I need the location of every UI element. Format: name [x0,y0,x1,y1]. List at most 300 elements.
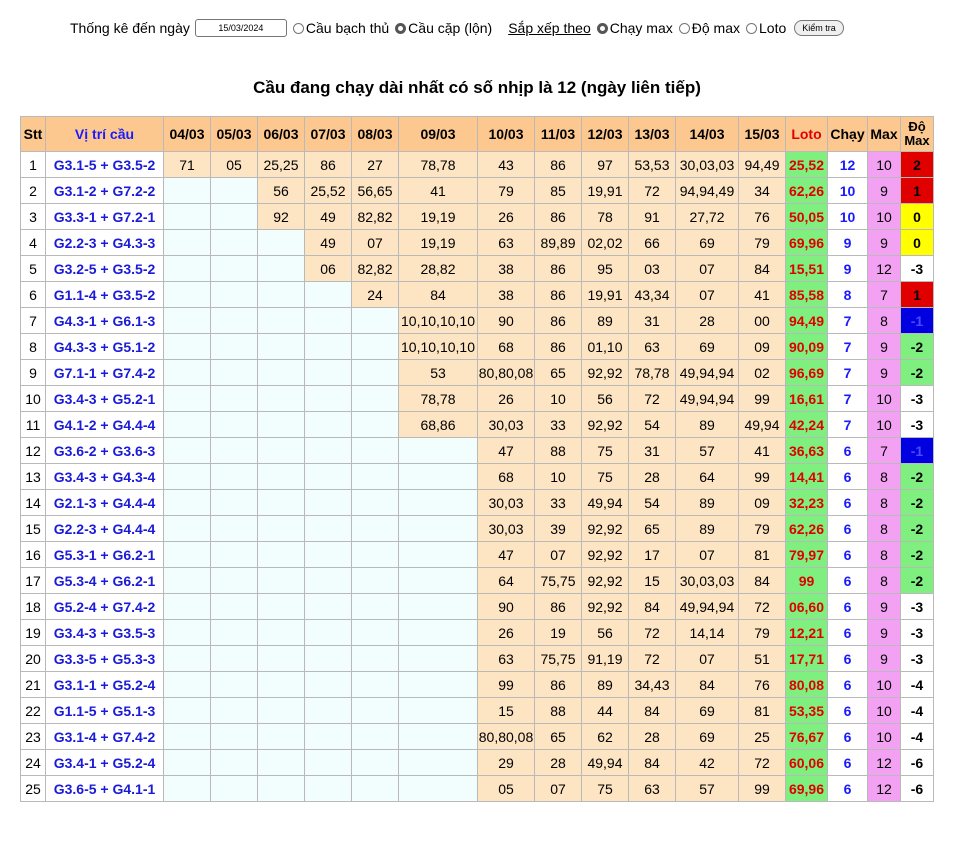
cell-position-link[interactable]: G3.1-4 + G7.4-2 [46,724,164,750]
cell-day: 76 [739,204,786,230]
cell-day: 56 [582,386,629,412]
cell-day: 41 [739,438,786,464]
cell-day: 53,53 [629,152,676,178]
mode-label-cap-lon[interactable]: Cầu cặp (lộn) [408,20,493,36]
cell-day [305,724,352,750]
cell-day [399,724,478,750]
cell-day [352,776,399,802]
cell-day [258,308,305,334]
cell-day: 86 [535,334,582,360]
cell-day [305,516,352,542]
cell-day: 28 [676,308,739,334]
cell-day [258,724,305,750]
page-title: Cầu đang chạy dài nhất có số nhịp là 12 (ngày liên tiếp) [253,78,701,97]
cell-day [211,490,258,516]
cell-do-max: -3 [901,594,934,620]
cell-day [211,438,258,464]
cell-day: 25,25 [258,152,305,178]
cell-do-max: -4 [901,698,934,724]
cell-day: 09 [739,334,786,360]
cell-day: 88 [535,438,582,464]
cell-chay: 6 [828,516,868,542]
cell-loto: 62,26 [786,516,828,542]
cell-day: 31 [629,438,676,464]
cell-do-max: -2 [901,516,934,542]
cell-day: 89,89 [535,230,582,256]
cell-day [352,464,399,490]
cell-day [258,256,305,282]
cell-day: 64 [478,568,535,594]
sort-radio-do-max[interactable] [679,23,690,34]
cell-max: 8 [868,464,901,490]
cell-position-link[interactable]: G3.1-2 + G7.2-2 [46,178,164,204]
cell-position-link[interactable]: G7.1-1 + G7.4-2 [46,360,164,386]
cell-max: 8 [868,568,901,594]
cell-loto: 69,96 [786,230,828,256]
sort-radio-loto[interactable] [746,23,757,34]
cell-stt: 13 [21,464,46,490]
cell-loto: 60,06 [786,750,828,776]
cell-day: 31 [629,308,676,334]
cell-do-max: -3 [901,412,934,438]
cell-day [352,516,399,542]
cell-day [305,490,352,516]
cell-position-link[interactable]: G3.1-5 + G3.5-2 [46,152,164,178]
cell-do-max: -2 [901,490,934,516]
cell-position-link[interactable]: G1.1-5 + G5.1-3 [46,698,164,724]
mode-radio-cap-lon[interactable] [395,23,406,34]
cell-day: 97 [582,152,629,178]
cell-day: 66 [629,230,676,256]
cell-chay: 10 [828,178,868,204]
cell-stt: 12 [21,438,46,464]
cell-day: 07 [352,230,399,256]
cell-day: 15 [478,698,535,724]
cell-chay: 6 [828,464,868,490]
table-row [21,386,934,412]
cell-day: 86 [535,152,582,178]
cell-position-link[interactable]: G3.2-5 + G3.5-2 [46,256,164,282]
cell-day [305,438,352,464]
cell-day: 49,94 [739,412,786,438]
table-row [21,412,934,438]
header-do-max [901,117,934,152]
cell-day [399,542,478,568]
header-date: 07/03 [305,117,352,152]
cell-day: 19,19 [399,230,478,256]
cell-day [211,698,258,724]
table-row [21,724,934,750]
cell-day: 72 [739,750,786,776]
cell-loto: 50,05 [786,204,828,230]
cell-day [211,620,258,646]
cell-day [258,490,305,516]
cell-day [258,698,305,724]
cell-day: 63 [629,334,676,360]
cell-day [305,412,352,438]
cell-do-max: 0 [901,204,934,230]
header-date: 10/03 [478,117,535,152]
cell-day: 41 [399,178,478,204]
cell-chay: 6 [828,698,868,724]
cell-day: 79 [739,620,786,646]
cell-day [352,542,399,568]
header-loto: Loto [786,117,828,152]
cell-day: 65 [535,360,582,386]
results-table [20,116,934,802]
cell-day: 28 [629,724,676,750]
sort-label-chay-max[interactable]: Chạy max [609,20,673,36]
cell-day [258,464,305,490]
cell-day: 47 [478,438,535,464]
cell-chay: 6 [828,542,868,568]
cell-day: 99 [739,776,786,802]
cell-day: 57 [676,776,739,802]
cell-day: 89 [676,490,739,516]
cell-day [211,178,258,204]
cell-loto: 17,71 [786,646,828,672]
cell-day: 26 [478,386,535,412]
sort-label-do-max[interactable]: Độ max [691,20,740,36]
cell-day [164,698,211,724]
cell-day: 17 [629,542,676,568]
cell-day: 89 [582,308,629,334]
cell-day: 78,78 [399,386,478,412]
cell-day: 30,03 [478,490,535,516]
cell-day: 25,52 [305,178,352,204]
cell-chay: 6 [828,750,868,776]
cell-position-link[interactable]: G5.3-4 + G6.2-1 [46,568,164,594]
cell-day: 10,10,10,10 [399,334,478,360]
cell-day: 07 [676,542,739,568]
cell-position-link[interactable]: G3.4-3 + G3.5-3 [46,620,164,646]
cell-day [305,594,352,620]
cell-day: 07 [676,646,739,672]
cell-chay: 6 [828,672,868,698]
cell-chay: 9 [828,230,868,256]
cell-day [164,620,211,646]
cell-do-max: 1 [901,282,934,308]
cell-loto: 36,63 [786,438,828,464]
cell-day: 86 [535,256,582,282]
cell-stt: 21 [21,672,46,698]
cell-day [164,282,211,308]
cell-day: 84 [739,256,786,282]
cell-day: 86 [305,152,352,178]
cell-do-max: -2 [901,464,934,490]
cell-day [211,724,258,750]
cell-day: 29 [478,750,535,776]
cell-day [305,698,352,724]
cell-day: 91 [629,204,676,230]
cell-chay: 7 [828,386,868,412]
cell-position-link[interactable]: G3.4-3 + G4.3-4 [46,464,164,490]
cell-position-link[interactable]: G3.6-2 + G3.6-3 [46,438,164,464]
cell-loto: 69,96 [786,776,828,802]
cell-stt: 5 [21,256,46,282]
cell-position-link[interactable]: G4.1-2 + G4.4-4 [46,412,164,438]
cell-loto: 12,21 [786,620,828,646]
cell-stt: 4 [21,230,46,256]
cell-day: 07 [676,256,739,282]
cell-stt: 24 [21,750,46,776]
cell-day [258,230,305,256]
cell-position-link[interactable]: G2.2-3 + G4.3-3 [46,230,164,256]
cell-stt: 23 [21,724,46,750]
cell-day: 06 [305,256,352,282]
cell-day [258,438,305,464]
cell-day: 65 [629,516,676,542]
cell-day: 81 [739,542,786,568]
cell-day: 10 [535,386,582,412]
cell-day: 02,02 [582,230,629,256]
cell-day: 68 [478,334,535,360]
cell-day [164,386,211,412]
cell-max: 8 [868,516,901,542]
filter-bar [0,0,954,58]
cell-day [305,464,352,490]
cell-max: 7 [868,438,901,464]
cell-do-max: 1 [901,178,934,204]
table-row [21,178,934,204]
cell-day: 90 [478,308,535,334]
cell-day: 91,19 [582,646,629,672]
cell-day: 80,80,08 [478,360,535,386]
cell-day: 84 [676,672,739,698]
cell-max: 10 [868,672,901,698]
table-row [21,698,934,724]
cell-loto: 94,49 [786,308,828,334]
sort-label-loto[interactable]: Loto [759,20,787,36]
cell-day [305,672,352,698]
cell-day [352,490,399,516]
cell-stt: 18 [21,594,46,620]
cell-day: 05 [478,776,535,802]
cell-do-max: -4 [901,672,934,698]
header-date: 04/03 [164,117,211,152]
cell-stt: 14 [21,490,46,516]
cell-day [305,282,352,308]
cell-position-link[interactable]: G3.3-1 + G7.2-1 [46,204,164,230]
cell-stt: 1 [21,152,46,178]
table-row [21,256,934,282]
cell-position-link[interactable]: G4.3-3 + G5.1-2 [46,334,164,360]
cell-day: 75 [582,464,629,490]
cell-day [211,568,258,594]
cell-day: 30,03,03 [676,152,739,178]
cell-day [211,256,258,282]
cell-position-link[interactable]: G3.4-1 + G5.2-4 [46,750,164,776]
cell-loto: 42,24 [786,412,828,438]
header-date: 06/03 [258,117,305,152]
header-do-max-line1: Độ [908,119,926,134]
sort-label: Sắp xếp theo [508,20,591,36]
cell-day: 30,03 [478,412,535,438]
cell-day: 62 [582,724,629,750]
cell-do-max: -2 [901,334,934,360]
cell-chay: 6 [828,776,868,802]
cell-chay: 6 [828,490,868,516]
cell-day: 63 [478,230,535,256]
cell-day: 72 [629,646,676,672]
cell-day [211,334,258,360]
cell-day [164,490,211,516]
cell-day: 26 [478,204,535,230]
date-label: Thống kê đến ngày [70,20,190,36]
cell-max: 9 [868,360,901,386]
cell-day: 05 [211,152,258,178]
cell-day: 49,94 [582,490,629,516]
table-row [21,516,934,542]
cell-day: 78,78 [629,360,676,386]
cell-loto: 90,09 [786,334,828,360]
cell-day: 92,92 [582,516,629,542]
cell-day [164,672,211,698]
table-row [21,620,934,646]
cell-day [164,178,211,204]
cell-day: 75,75 [535,568,582,594]
cell-chay: 9 [828,256,868,282]
cell-position-link[interactable]: G2.1-3 + G4.4-4 [46,490,164,516]
cell-max: 10 [868,152,901,178]
cell-position-link[interactable]: G4.3-1 + G6.1-3 [46,308,164,334]
cell-day: 86 [535,282,582,308]
cell-day: 81 [739,698,786,724]
cell-chay: 6 [828,594,868,620]
cell-day [164,464,211,490]
cell-day: 54 [629,490,676,516]
cell-day [399,776,478,802]
cell-day [399,750,478,776]
cell-stt: 7 [21,308,46,334]
cell-day: 75,75 [535,646,582,672]
cell-position-link[interactable]: G3.4-3 + G5.2-1 [46,386,164,412]
cell-day: 56,65 [352,178,399,204]
cell-position-link[interactable]: G5.3-1 + G6.2-1 [46,542,164,568]
cell-day: 79 [739,516,786,542]
cell-max: 8 [868,542,901,568]
cell-loto: 53,35 [786,698,828,724]
cell-do-max: -2 [901,568,934,594]
cell-max: 7 [868,282,901,308]
cell-day [258,542,305,568]
table-row [21,490,934,516]
cell-position-link[interactable]: G3.6-5 + G4.1-1 [46,776,164,802]
cell-day [305,386,352,412]
cell-day: 28 [629,464,676,490]
cell-day: 82,82 [352,204,399,230]
filter-row [70,19,844,37]
cell-day [399,516,478,542]
table-row [21,568,934,594]
cell-day [305,308,352,334]
cell-day [305,776,352,802]
cell-day: 72 [629,178,676,204]
cell-day: 07 [535,776,582,802]
cell-day: 68,86 [399,412,478,438]
cell-chay: 6 [828,724,868,750]
cell-stt: 8 [21,334,46,360]
cell-day: 56 [582,620,629,646]
cell-day [352,334,399,360]
cell-loto: 15,51 [786,256,828,282]
cell-day: 19 [535,620,582,646]
cell-day: 49 [305,230,352,256]
header-date: 09/03 [399,117,478,152]
cell-day [399,438,478,464]
header-date: 05/03 [211,117,258,152]
cell-position-link[interactable]: G3.3-5 + G5.3-3 [46,646,164,672]
cell-day [352,438,399,464]
cell-day: 25 [739,724,786,750]
cell-day [399,672,478,698]
mode-label-bach-thu[interactable]: Cầu bạch thủ [305,20,390,36]
cell-do-max: -3 [901,646,934,672]
cell-loto: 80,08 [786,672,828,698]
cell-loto: 16,61 [786,386,828,412]
cell-day [211,594,258,620]
cell-day: 42 [676,750,739,776]
cell-position-link[interactable]: G5.2-4 + G7.4-2 [46,594,164,620]
sort-radio-chay-max[interactable] [597,23,608,34]
cell-chay: 10 [828,204,868,230]
cell-day: 34,43 [629,672,676,698]
cell-chay: 6 [828,568,868,594]
cell-position-link[interactable]: G3.1-1 + G5.2-4 [46,672,164,698]
cell-day: 33 [535,490,582,516]
cell-day: 51 [739,646,786,672]
cell-max: 9 [868,178,901,204]
date-input[interactable] [195,19,287,37]
cell-day: 85 [535,178,582,204]
header-row [21,117,934,152]
table-row [21,308,934,334]
cell-day: 76 [739,672,786,698]
header-date: 08/03 [352,117,399,152]
cell-day [164,230,211,256]
cell-day: 78,78 [399,152,478,178]
cell-max: 12 [868,256,901,282]
cell-stt: 16 [21,542,46,568]
check-button[interactable]: Kiểm tra [794,20,844,36]
cell-day [164,438,211,464]
cell-day: 49 [305,204,352,230]
cell-day [211,672,258,698]
cell-max: 10 [868,412,901,438]
cell-day: 47 [478,542,535,568]
cell-day: 64 [676,464,739,490]
cell-day [258,282,305,308]
cell-stt: 6 [21,282,46,308]
cell-day: 92,92 [582,594,629,620]
cell-day [164,256,211,282]
cell-position-link[interactable]: G2.2-3 + G4.4-4 [46,516,164,542]
cell-stt: 20 [21,646,46,672]
cell-chay: 7 [828,412,868,438]
cell-loto: 32,23 [786,490,828,516]
mode-radio-bach-thu[interactable] [293,23,304,34]
cell-day [305,646,352,672]
cell-max: 12 [868,750,901,776]
cell-day: 75 [582,438,629,464]
cell-do-max: -6 [901,750,934,776]
cell-position-link[interactable]: G1.1-4 + G3.5-2 [46,282,164,308]
cell-day: 30,03,03 [676,568,739,594]
table-row [21,230,934,256]
table-row [21,672,934,698]
cell-day [211,204,258,230]
cell-day: 30,03 [478,516,535,542]
